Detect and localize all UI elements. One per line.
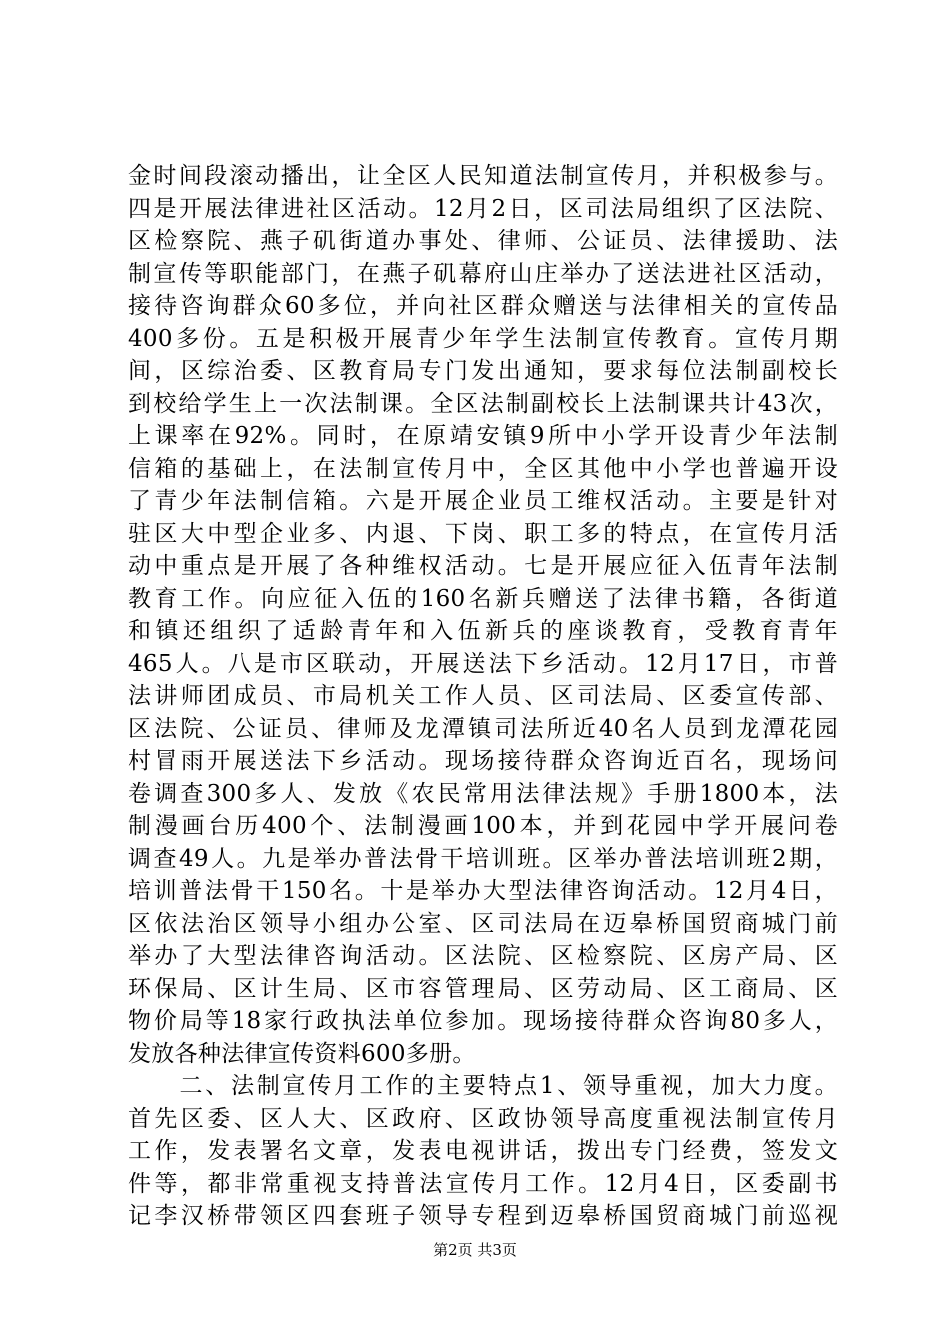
text-line: 工作，发表署名文章，发表电视讲话，拨出专门经费，签发文	[128, 1138, 838, 1164]
page-number-footer: 第2页 共3页	[433, 1241, 517, 1259]
text-line: 发放各种法律宣传资料600多册。	[128, 1040, 476, 1067]
text-line: 村冒雨开展送法下乡活动。现场接待群众咨询近百名，现场问	[128, 748, 838, 774]
text-line: 教育工作。向应征入伍的160名新兵赠送了法律书籍，各街道	[128, 585, 838, 612]
text-line: 上课率在92%。同时，在原靖安镇9所中小学开设青少年法制	[128, 423, 838, 449]
text-line: 动中重点是开展了各种维权活动。七是开展应征入伍青年法制	[128, 553, 838, 579]
text-line: 调查49人。九是举办普法骨干培训班。区举办普法培训班2期，	[128, 845, 838, 872]
text-line: 制宣传等职能部门，在燕子矶幕府山庄举办了送法进社区活动，	[128, 260, 838, 287]
text-line: 区检察院、燕子矶街道办事处、律师、公证员、法律援助、法	[128, 228, 838, 254]
text-line: 法讲师团成员、市局机关工作人员、区司法局、区委宣传部、	[128, 683, 838, 709]
text-line: 件等，都非常重视支持普法宣传月工作。12月4日，区委副书	[128, 1170, 838, 1197]
text-line: 信箱的基础上，在法制宣传月中，全区其他中小学也普遍开设	[128, 455, 838, 482]
text-line: 举办了大型法律咨询活动。区法院、区检察院、区房产局、区	[128, 943, 838, 969]
text-line: 到校给学生上一次法制课。全区法制副校长上法制课共计43次，	[128, 390, 838, 417]
text-line: 465人。八是市区联动，开展送法下乡活动。12月17日，市普	[128, 650, 838, 677]
text-line: 和镇还组织了适龄青年和入伍新兵的座谈教育，受教育青年	[128, 618, 838, 644]
text-line: 环保局、区计生局、区市容管理局、区劳动局、区工商局、区	[128, 975, 838, 1002]
text-line: 400多份。五是积极开展青少年学生法制宣传教育。宣传月期	[128, 325, 838, 352]
text-line: 金时间段滚动播出，让全区人民知道法制宣传月，并积极参与。	[128, 163, 838, 189]
text-line: 卷调查300多人、发放《农民常用法律法规》手册1800本，法	[128, 780, 838, 807]
text-line: 区法院、公证员、律师及龙潭镇司法所近40名人员到龙潭花园	[128, 715, 838, 742]
text-line: 记李汉桥带领区四套班子领导专程到迈皋桥国贸商城门前巡视	[128, 1203, 838, 1229]
text-line: 驻区大中型企业多、内退、下岗、职工多的特点，在宣传月活	[128, 520, 838, 547]
document-body	[128, 160, 838, 1233]
text-line: 区依法治区领导小组办公室、区司法局在迈皋桥国贸商城门前	[128, 910, 838, 937]
text-line: 培训普法骨干150名。十是举办大型法律咨询活动。12月4日，	[128, 878, 838, 904]
text-line: 间，区综治委、区教育局专门发出通知，要求每位法制副校长	[128, 358, 838, 384]
text-line: 四是开展法律进社区活动。12月2日，区司法局组织了区法院、	[128, 195, 838, 222]
text-line: 制漫画台历400个、法制漫画100本，并到花园中学开展问卷	[128, 813, 838, 839]
text-line: 物价局等18家行政执法单位参加。现场接待群众咨询80多人，	[128, 1008, 838, 1034]
text-line: 二、法制宣传月工作的主要特点1、领导重视，加大力度。	[128, 1073, 838, 1099]
text-line: 首先区委、区人大、区政府、区政协领导高度重视法制宣传月	[128, 1105, 838, 1132]
text-line: 了青少年法制信箱。六是开展企业员工维权活动。主要是针对	[128, 488, 838, 514]
text-line: 接待咨询群众60多位，并向社区群众赠送与法律相关的宣传品	[128, 293, 838, 319]
